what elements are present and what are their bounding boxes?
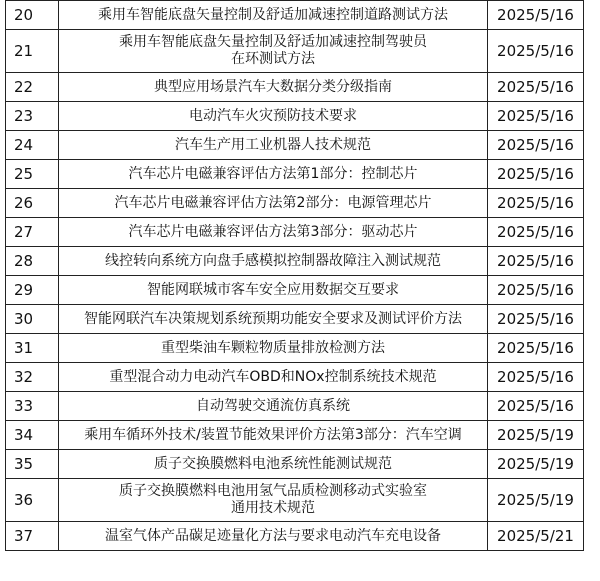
standard-title-line: 乘用车循环外技术/装置节能效果评价方法第3部分：汽车空调 xyxy=(84,426,462,443)
table-row xyxy=(6,450,584,479)
standard-title xyxy=(59,189,488,218)
standard-title xyxy=(59,421,488,450)
release-date: 2025/5/16 xyxy=(488,247,584,276)
table-row xyxy=(6,30,584,73)
release-date: 2025/5/19 xyxy=(488,421,584,450)
release-date: 2025/5/19 xyxy=(488,479,584,522)
row-number: 35 xyxy=(6,450,59,479)
standard-title xyxy=(59,131,488,160)
release-date: 2025/5/16 xyxy=(488,276,584,305)
table-row xyxy=(6,73,584,102)
standard-title xyxy=(59,334,488,363)
row-number: 24 xyxy=(6,131,59,160)
table-row xyxy=(6,218,584,247)
table-row xyxy=(6,392,584,421)
row-number: 31 xyxy=(6,334,59,363)
table-row xyxy=(6,334,584,363)
release-date: 2025/5/16 xyxy=(488,30,584,73)
standard-title-line: 通用技术规范 xyxy=(231,500,315,516)
standard-title xyxy=(59,30,488,73)
standard-title-line: 汽车芯片电磁兼容评估方法第3部分：驱动芯片 xyxy=(128,223,418,240)
table-row xyxy=(6,131,584,160)
standard-title xyxy=(59,522,488,551)
table-row xyxy=(6,276,584,305)
row-number: 26 xyxy=(6,189,59,218)
standard-title-line: 线控转向系统方向盘手感模拟控制器故障注入测试规范 xyxy=(105,252,441,269)
standard-title-line: 汽车芯片电磁兼容评估方法第1部分：控制芯片 xyxy=(128,165,418,182)
standard-title-line: 温室气体产品碳足迹量化方法与要求电动汽车充电设备 xyxy=(105,527,441,544)
standard-title-line: 智能网联汽车决策规划系统预期功能安全要求及测试评价方法 xyxy=(84,310,462,327)
release-date: 2025/5/16 xyxy=(488,363,584,392)
row-number: 28 xyxy=(6,247,59,276)
standard-title xyxy=(59,479,488,522)
standard-title xyxy=(59,102,488,131)
standard-title xyxy=(59,247,488,276)
release-date: 2025/5/16 xyxy=(488,102,584,131)
release-date: 2025/5/16 xyxy=(488,131,584,160)
release-date: 2025/5/21 xyxy=(488,522,584,551)
row-number: 27 xyxy=(6,218,59,247)
standard-title xyxy=(59,450,488,479)
table-row xyxy=(6,421,584,450)
standard-title-line: 自动驾驶交通流仿真系统 xyxy=(196,397,350,414)
release-date: 2025/5/16 xyxy=(488,189,584,218)
release-date: 2025/5/16 xyxy=(488,392,584,421)
standard-title xyxy=(59,218,488,247)
row-number: 34 xyxy=(6,421,59,450)
standard-title xyxy=(59,392,488,421)
row-number: 33 xyxy=(6,392,59,421)
table-row xyxy=(6,522,584,551)
row-number: 30 xyxy=(6,305,59,334)
standard-title-line: 汽车生产用工业机器人技术规范 xyxy=(175,136,371,153)
table-row xyxy=(6,247,584,276)
standard-title xyxy=(59,73,488,102)
standard-title-line: 重型柴油车颗粒物质量排放检测方法 xyxy=(161,339,385,356)
release-date: 2025/5/16 xyxy=(488,73,584,102)
standard-title xyxy=(59,305,488,334)
standard-title-line: 智能网联城市客车安全应用数据交互要求 xyxy=(147,281,399,298)
standard-title xyxy=(59,160,488,189)
standard-title-line: 质子交换膜燃料电池系统性能测试规范 xyxy=(154,455,392,472)
row-number: 32 xyxy=(6,363,59,392)
standard-title-line: 质子交换膜燃料电池用氢气品质检测移动式实验室 xyxy=(119,483,427,499)
row-number: 20 xyxy=(6,1,59,30)
standard-title-line: 典型应用场景汽车大数据分类分级指南 xyxy=(154,78,392,95)
row-number: 37 xyxy=(6,522,59,551)
standard-title xyxy=(59,363,488,392)
release-date: 2025/5/16 xyxy=(488,218,584,247)
table-row xyxy=(6,160,584,189)
standard-title-line: 乘用车智能底盘矢量控制及舒适加减速控制驾驶员 xyxy=(119,34,427,50)
standard-title-line: 电动汽车火灾预防技术要求 xyxy=(189,107,357,124)
row-number: 22 xyxy=(6,73,59,102)
table-row xyxy=(6,305,584,334)
table-row xyxy=(6,102,584,131)
release-date: 2025/5/16 xyxy=(488,160,584,189)
table-row xyxy=(6,479,584,522)
row-number: 29 xyxy=(6,276,59,305)
standard-title-line: 重型混合动力电动汽车OBD和NOx控制系统技术规范 xyxy=(109,368,437,385)
row-number: 21 xyxy=(6,30,59,73)
release-date: 2025/5/16 xyxy=(488,305,584,334)
row-number: 25 xyxy=(6,160,59,189)
table-row xyxy=(6,189,584,218)
standards-table xyxy=(5,0,584,551)
row-number: 23 xyxy=(6,102,59,131)
standard-title-line: 在环测试方法 xyxy=(231,51,315,67)
release-date: 2025/5/19 xyxy=(488,450,584,479)
standard-title xyxy=(59,1,488,30)
table-row xyxy=(6,363,584,392)
standard-title xyxy=(59,276,488,305)
release-date: 2025/5/16 xyxy=(488,334,584,363)
row-number: 36 xyxy=(6,479,59,522)
standard-title-line: 汽车芯片电磁兼容评估方法第2部分：电源管理芯片 xyxy=(114,194,432,211)
standards-table-body xyxy=(6,1,584,551)
table-row xyxy=(6,1,584,30)
standard-title-line: 乘用车智能底盘矢量控制及舒适加减速控制道路测试方法 xyxy=(98,6,448,23)
release-date: 2025/5/16 xyxy=(488,1,584,30)
